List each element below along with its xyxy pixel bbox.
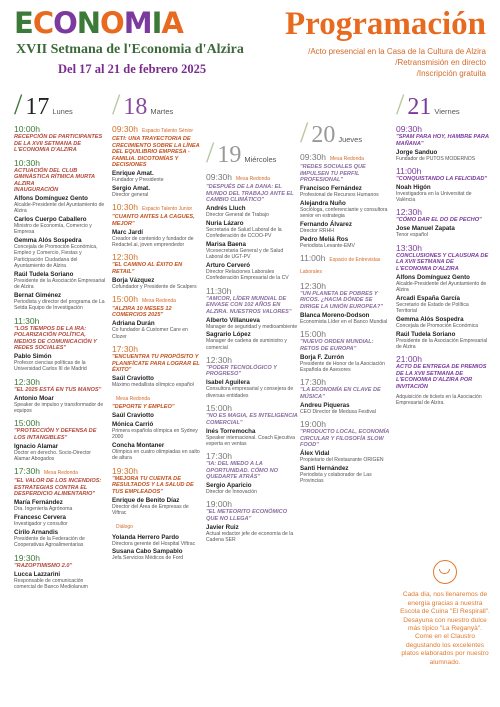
speaker-role: Doctor en derecho. Socio-Director Alamar Abogados: [14, 449, 92, 463]
event-title: INAUGURACIÓN: [14, 187, 59, 193]
event-block: [396, 124, 490, 162]
event-block: [300, 377, 392, 415]
speaker-role: Fundador de PUTOS MODERNOS: [396, 155, 476, 162]
speaker-role: Jefa Servicios Médicos de Ford: [112, 555, 184, 562]
event-title: "PRODUCTO LOCAL, ECONOMÍA CIRCULAR Y FILOSOFÍA SLOW FOOD": [300, 429, 390, 449]
speaker-name: Carlos Cuerpo Caballero: [14, 216, 87, 224]
day-header: [206, 136, 298, 169]
event-time: 11:00h: [396, 165, 422, 176]
event-tag: Mesa Redonda: [44, 470, 78, 477]
event-tag: Mesa Redonda: [236, 176, 270, 182]
speaker-role: Speaker internacional. Coach Ejecutiva experta en ventas: [206, 434, 295, 447]
event-time: 15:00h Mesa Redonda: [112, 293, 176, 304]
speaker-name: Francesc Cervera: [14, 514, 66, 522]
event-block: [206, 499, 298, 543]
event-title: "EL 2025 ESTÁ EN TUS MANOS": [14, 386, 102, 393]
speaker-role: Presidente de la Federación de Cooperativas Agroalimentarias: [14, 535, 85, 549]
event-time: 11:30h: [14, 315, 40, 326]
event-title: "ENCUENTRA TU PROPÓSITO Y PLANIFÍCATE PARA LOGRAR EL ÉXITO": [112, 354, 200, 374]
speaker-role: Tenor español: [396, 232, 428, 239]
speaker-name: Andrés Lluch: [206, 205, 246, 212]
speaker-role: Profesional de Recursos Humanos: [300, 192, 379, 198]
closing-text: Cada día, nos llenaremos de energía gracias a nuestra Escola de Cuina "El Respirall". Desayuna con nuestro dulce más típico "La Reganyà". Come en el Claustro degustando los excelentes platos elaborados por nuestro alumnado.: [400, 591, 490, 666]
speaker-role: Secretario de Estado de Política Territorial: [396, 301, 469, 315]
speaker-role: Periodista Levante-EMV: [300, 242, 355, 249]
speaker-role: CEO Director de Medusa Festival: [300, 408, 376, 415]
speaker-role: Profesor ciencias políticas de la Universidad Carlos III de Madrid: [14, 360, 87, 373]
speaker-name: Jose Manuel Zapata: [396, 225, 455, 233]
speaker-role: Actual redactor jefe de economía de la Cadena SER: [206, 530, 294, 544]
day-column: [206, 136, 298, 544]
speaker-name: Arcadi España García: [396, 294, 460, 302]
day-header: [396, 88, 490, 121]
speaker-name: Alberto Villanueva: [206, 316, 260, 324]
event-block: [112, 392, 200, 461]
day-slash: /: [112, 88, 121, 121]
event-subtitle: XVII Setmana de l'Economia d'Alzira: [16, 42, 244, 57]
speaker-role: Economista Líder en el Banco Mundial: [300, 318, 388, 325]
event-tag: Espacio Talento Junior: [142, 206, 193, 213]
speaker-name: Cirilo Arnandis: [14, 528, 59, 536]
event-block: [112, 344, 200, 388]
event-title: "SPAM PARA HOY, HAMBRE PARA MAÑANA": [396, 134, 489, 147]
speaker-name: Borja F. Zurrón: [300, 353, 344, 361]
speaker-name: Saúl Craviotto: [112, 375, 154, 383]
event-time: 19:00h: [300, 419, 326, 430]
event-title: "CÓMO DAR EL DO DE PECHO": [396, 217, 482, 224]
event-title: "CUANTO ANTES LA CAGUES, MEJOR": [112, 214, 195, 227]
speaker-name: Borja Vázquez: [112, 276, 155, 284]
day-name: Jueves: [338, 135, 363, 144]
event-block: [112, 124, 200, 198]
event-title: ACTO DE ENTREGA DE PREMIOS DE LA XVII SETMANA DE L'ECONOMIA D'ALZIRA POR INVITACIÓN: [396, 364, 487, 390]
event-title: "LA ECONOMÍA EN CLAVE DE MÚSICA": [300, 387, 381, 400]
day-number: 21: [407, 94, 432, 120]
speaker-role: Manager de cadena de suministro y comercial: [206, 338, 287, 351]
speaker-role: Máximo medallista olímpico español: [112, 382, 194, 389]
event-tag: Mesa Redonda: [142, 297, 176, 304]
speaker-name: Mónica Carrió: [112, 420, 154, 428]
speaker-name: Sergio Aparicio: [206, 482, 252, 490]
speaker-name: Nuria Lázaro: [206, 219, 244, 227]
event-title: "NO ES MAGIA, ES INTELIGENCIA COMERCIAL": [206, 413, 298, 426]
event-tag: Diálogo: [116, 524, 133, 531]
event-block: [14, 124, 106, 154]
speaker-name: Marc Jardí: [112, 228, 143, 236]
day-number: 17: [25, 94, 50, 120]
event-title: "REDES SOCIALES QUE IMPULSEN TU PERFIL PROFESIONAL": [300, 164, 366, 183]
speaker-name: Sagrario López: [206, 331, 251, 339]
speaker-role: Presidente de Honor de la Asociación Española de Asesores: [300, 360, 385, 374]
logo-wordmark: ECONOMIA: [14, 6, 183, 40]
event-tag: Espacio de Entrevistas Laborales: [300, 256, 381, 275]
day-slash: /: [206, 136, 215, 169]
event-block: [300, 281, 392, 325]
speaker-role: Alcalde-Presidente del Ayuntamiento de Alzira: [14, 202, 105, 215]
speaker-role: Alcalde-Presidente del Ayuntamiento de Alzira: [396, 280, 487, 293]
speaker-name: Enrique Amat.: [112, 170, 154, 177]
event-block: [14, 418, 106, 462]
event-title: "EL VALOR DE LOS INCENDIOS: ESTRATEGIAS CONTRA EL DESPERDICIO ALIMENTARIO": [14, 478, 102, 498]
event-block: [112, 520, 200, 562]
day-name: Lunes: [52, 107, 73, 116]
event-title: "IA: DEL MIEDO A LA OPORTUNIDAD. CÓMO NO QUEDARTE ATRÁS": [206, 461, 278, 481]
speaker-role: Concejala de Promoción Económica: [396, 322, 479, 329]
speaker-name: Santi Hernández: [300, 464, 349, 472]
speaker-name: Alejandra Nuño: [300, 199, 346, 207]
event-block: [396, 207, 490, 238]
speaker-name: Álex Vidal: [300, 450, 330, 458]
event-time: 10:00h: [14, 124, 40, 134]
event-tag: Mesa Redonda: [330, 156, 364, 162]
page-header: [0, 0, 500, 88]
speaker-role: Responsable de comunicación comercial de Banco Mediolanum: [14, 577, 88, 590]
event-title: CETI: UNA TRAYECTORIA DE CRECIMIENTO SOBRE LA LÍNEA DEL EQUILIBRIO EMPRESA - FAMILIA. DICOTOMÍAS Y DECISIONES: [112, 136, 200, 168]
speaker-name: María Fernández: [14, 499, 63, 507]
event-block: [396, 354, 490, 390]
event-time: 19:30h: [112, 465, 138, 476]
event-title: "AMCOR, LÍDER MUNDIAL DE ENVASE CON 102 AÑOS EN ALZIRA. NUESTROS VALORES": [206, 295, 292, 315]
day-header: [300, 116, 392, 149]
event-block: [396, 243, 490, 351]
event-block: [206, 451, 298, 495]
event-time: 12:30h: [14, 376, 40, 387]
speaker-name: Jorge Sanduo: [396, 148, 438, 156]
event-block: [396, 166, 490, 204]
speaker-name: Francisco Fernández: [300, 185, 362, 192]
event-title: RECEPCIÓN DE PARTICIPANTES DE LA XVII SETMANA DE L'ECONOMIA D'ALZIRA: [14, 134, 103, 153]
event-block: [300, 152, 392, 249]
speaker-role: Presidente de la Asociación Empresarial de Alzira: [396, 337, 488, 350]
venue-note: Adquisición de tickets en la Asociación Empresarial de Alzira.: [396, 394, 482, 407]
event-time: 12:30h: [112, 252, 138, 263]
day-slash: /: [14, 88, 23, 121]
event-block: [112, 252, 200, 290]
event-time: 09:30h Mesa Redonda: [300, 152, 364, 162]
speaker-role: Investigador y consultor: [14, 521, 68, 528]
event-title: "DESPUÉS DE LA DANA: EL MUNDO DEL TRABAJO ANTE EL CAMBIO CLIMÁTICO": [206, 184, 294, 203]
event-block: [112, 466, 200, 517]
speaker-name: Alfons Domínguez Gento: [14, 195, 88, 202]
speaker-name: Yolanda Herrero Pardo: [112, 533, 179, 541]
event-title: "RAZOPTIMISMO 2.0": [14, 562, 73, 569]
speaker-name: Pablo Simón: [14, 353, 52, 361]
economia-logo: [14, 6, 234, 40]
speaker-role: Periodista y colaborador de Las Provincias: [300, 471, 372, 485]
event-block: [206, 355, 298, 399]
day-column: [300, 116, 392, 485]
legend: [308, 46, 486, 79]
event-title: "UN PLANETA DE POBRES Y RICOS. ¿HACIA DÓNDE SE DIRIGE LA UNIÓN EUROPEA?": [300, 290, 383, 310]
event-time: 17:30h Mesa Redonda: [14, 466, 78, 477]
speaker-role: Presidente de la Asociación Empresarial de Alzira: [14, 277, 106, 291]
event-block: [112, 294, 200, 340]
event-time: 12:30h: [300, 280, 326, 291]
event-title: "PROTECCIÓN Y DEFENSA DE LOS INTANGIBLES": [14, 428, 97, 441]
event-time: 15:00h: [14, 418, 40, 429]
speaker-role: Director General de Trabajo: [206, 212, 269, 218]
speaker-name: Isabel Aguilera: [206, 379, 250, 387]
event-time: [112, 392, 200, 404]
speaker-role: Director RRHH: [300, 227, 334, 234]
speaker-role: Directora gerente del Hospital Viftrac: [112, 540, 196, 547]
event-time: 13:30h: [396, 242, 422, 253]
event-block: [112, 202, 200, 248]
speaker-role: Co fundador & Customer Care en Clozer: [112, 327, 188, 340]
day-column: [14, 88, 106, 590]
event-time: 11:30h: [206, 285, 232, 296]
event-block: [206, 172, 298, 282]
program-title: Programación: [284, 6, 486, 42]
event-time: 21:00h: [396, 354, 422, 365]
event-time: 09:30h: [396, 124, 422, 134]
speaker-role: Vicesecretaria General y de Salud Laboral de UGT-PV: [206, 247, 284, 261]
day-slash: /: [300, 116, 309, 149]
event-block: [14, 553, 106, 591]
legend-item: /Acto presencial en la Casa de la Cultura de Alzira: [308, 47, 486, 56]
event-block: [300, 329, 392, 373]
speaker-name: Enrique de Benito Díaz: [112, 496, 180, 504]
speaker-role: Consultora empresarial y consejera de diversas entidades: [206, 386, 294, 399]
event-title: "ALZIRA 10 MESES 12 COMERCIOS 2025": [112, 305, 172, 319]
speaker-name: Noah Higón: [396, 183, 431, 191]
speaker-name: Lucca Lazzarini: [14, 570, 61, 578]
speaker-name: Bernat Giménez: [14, 291, 62, 299]
event-title: "EL METEORITO ECONÓMICO QUE NO LLEGA": [206, 509, 288, 522]
event-block: [206, 403, 298, 447]
legend-item: /Retransmisión en directo: [395, 58, 486, 67]
event-time: 10:30h Espacio Talento Junior: [112, 202, 193, 213]
event-time: 19:00h: [206, 499, 232, 510]
event-time: 12:30h: [206, 354, 232, 365]
speaker-role: Cofundador y Presidente de Scalpers: [112, 283, 197, 290]
event-time: 15:00h: [206, 403, 232, 414]
event-time: 09:30h Espacio Talento Sénior: [112, 124, 194, 134]
event-time: 17:30h: [300, 377, 326, 388]
speaker-role: Olímpica en cuatro olimpiadas en salto de altura: [112, 448, 200, 462]
event-time: 10:30h: [14, 157, 40, 168]
event-time: [112, 520, 200, 532]
speaker-name: Marisa Baena: [206, 240, 246, 248]
event-time: 09:30h Mesa Redonda: [206, 172, 270, 182]
event-tag: Mesa Redonda: [116, 396, 150, 403]
speaker-role: Dra. Ingeniería Agrónoma: [14, 506, 73, 513]
legend-item: /Inscripción gratuita: [416, 69, 486, 78]
speaker-role: Socióloga, conferenciante y consultora senior en estrategia: [300, 206, 388, 220]
speaker-name: Ignacio Alamar: [14, 442, 59, 450]
speaker-role: Director del Área de Empresas de Viftrac: [112, 503, 189, 516]
event-time: 12:30h: [396, 207, 422, 218]
speaker-name: Arturo Cerveró: [206, 261, 251, 269]
event-tag: Espacio Talento Sénior: [142, 128, 194, 134]
speaker-role: Manager de seguridad y medioambiente: [206, 323, 298, 330]
event-block: [300, 253, 392, 277]
event-title: ACTUACIÓN DEL CLUB GIMNÀSTICA RÍTMICA MURTA ALZIRA: [14, 167, 95, 187]
speaker-name: Javier Ruiz: [206, 523, 239, 531]
chef-icon: [433, 560, 457, 584]
event-title: "MEJORA TU CUENTA DE RESULTADOS Y LA SALUD DE TUS EMPLEADOS": [112, 475, 194, 495]
event-title: "PODER TECNOLÓGICO Y PROGRESO": [206, 364, 277, 378]
event-title: "EL CAMINO AL ÉXITO EN RETAIL": [112, 262, 183, 275]
speaker-name: Alfons Domínguez Gento: [396, 273, 470, 281]
day-number: 19: [217, 142, 242, 168]
event-title: "LOS TIEMPOS DE LA IRA: POLARIZACIÓN POLÍTICA, MEDIOS DE COMUNICACIÓN Y REDES SOCIALES": [14, 325, 97, 352]
speaker-role: Director general: [112, 191, 149, 198]
day-name: Viernes: [434, 107, 460, 116]
day-slash: /: [396, 88, 405, 121]
speaker-name: Saúl Craviotto: [112, 412, 154, 420]
speaker-role: Secretaria de Salud Laboral de la Confederación de CCOO-PV: [206, 226, 282, 240]
speaker-role: Concejala de Promoción Económica, Empleo y Comercio, Fiestas y Participación Ciudadana del Ayuntamiento de Alzira: [14, 244, 98, 270]
event-title: "CONQUISTANDO LA FELICIDAD": [396, 175, 488, 182]
speaker-role: Propietario del Restaurante ORIGEN: [300, 457, 384, 464]
speaker-name: Andreu Piqueras: [300, 401, 350, 409]
closing-note: [400, 560, 490, 667]
speaker-role: Periodista y director del programa de La Setda Equipo de Investigación: [14, 298, 105, 312]
event-block: [14, 316, 106, 373]
speaker-name: Sergio Amat.: [112, 184, 150, 192]
day-header: [112, 88, 200, 121]
speaker-name: Raúl Tudela Soriano: [14, 270, 74, 278]
day-header: [14, 88, 106, 121]
event-block: [14, 158, 106, 188]
speaker-role: Creador de contenido y fundador de Redactel.ai, joven emprendedor: [112, 235, 194, 248]
day-column: [112, 88, 200, 562]
event-time: 11:00h Espacio de Entrevistas Laborales: [300, 252, 381, 275]
speaker-name: Pedro Meliá Ros: [300, 235, 349, 243]
day-number: 20: [311, 122, 336, 148]
speaker-name: Blanca Moreno-Dodson: [300, 311, 370, 319]
speaker-role: Investigadora en la Universitat de València: [396, 190, 472, 204]
speaker-name: Gemma Alós Sospedra: [14, 237, 82, 245]
speaker-name: Concha Montaner: [112, 441, 165, 449]
speaker-name: Inés Torremocha: [206, 427, 256, 435]
event-time: 17:30h: [206, 451, 232, 462]
event-block: [14, 466, 106, 548]
event-title: CONCLUSIONES Y CLAUSURA DE LA XVII SETMANA DE L'ECONOMIA D'ALZIRA: [396, 252, 489, 272]
day-name: Miércoles: [244, 155, 277, 164]
speaker-role: Primera española olímpica en Sydney 2000: [112, 427, 198, 441]
speaker-name: Raúl Tudela Soriano: [396, 330, 456, 338]
event-block: [14, 187, 106, 312]
event-dates: Del 17 al 21 de febrero 2025: [58, 62, 207, 76]
speaker-role: Ministro de Economía, Comercio y Empresa: [14, 223, 92, 236]
speaker-name: Fernando Álvarez: [300, 220, 352, 228]
event-time: 17:30h: [112, 344, 138, 355]
day-name: Martes: [150, 107, 174, 116]
event-block: [14, 377, 106, 415]
event-block: [300, 419, 392, 484]
speaker-role: Speaker de impulso y transformador de equipos: [14, 401, 104, 414]
speaker-role: Director de Innovación: [206, 489, 257, 496]
speaker-name: Antonio Moar: [14, 394, 54, 402]
speaker-name: Susana Cabo Sampablo: [112, 548, 183, 556]
event-block: [206, 286, 298, 351]
event-title: "DEPORTE Y EMPLEO": [112, 404, 175, 411]
speaker-name: Gemma Alós Sospedra: [396, 315, 464, 323]
event-time: 19:30h: [14, 552, 40, 563]
day-number: 18: [123, 94, 148, 120]
speaker-name: Adriana Durán: [112, 320, 155, 328]
event-time: 15:00h: [300, 329, 326, 340]
speaker-role: Fundador y Presidente: [112, 177, 164, 183]
day-column: [396, 88, 490, 407]
event-title: "NUEVO ORDEN MUNDIAL: RETOS DE EUROPA": [300, 339, 374, 352]
speaker-role: Director Relaciones Laborales Confederación Empresarial de la CV: [206, 268, 289, 282]
